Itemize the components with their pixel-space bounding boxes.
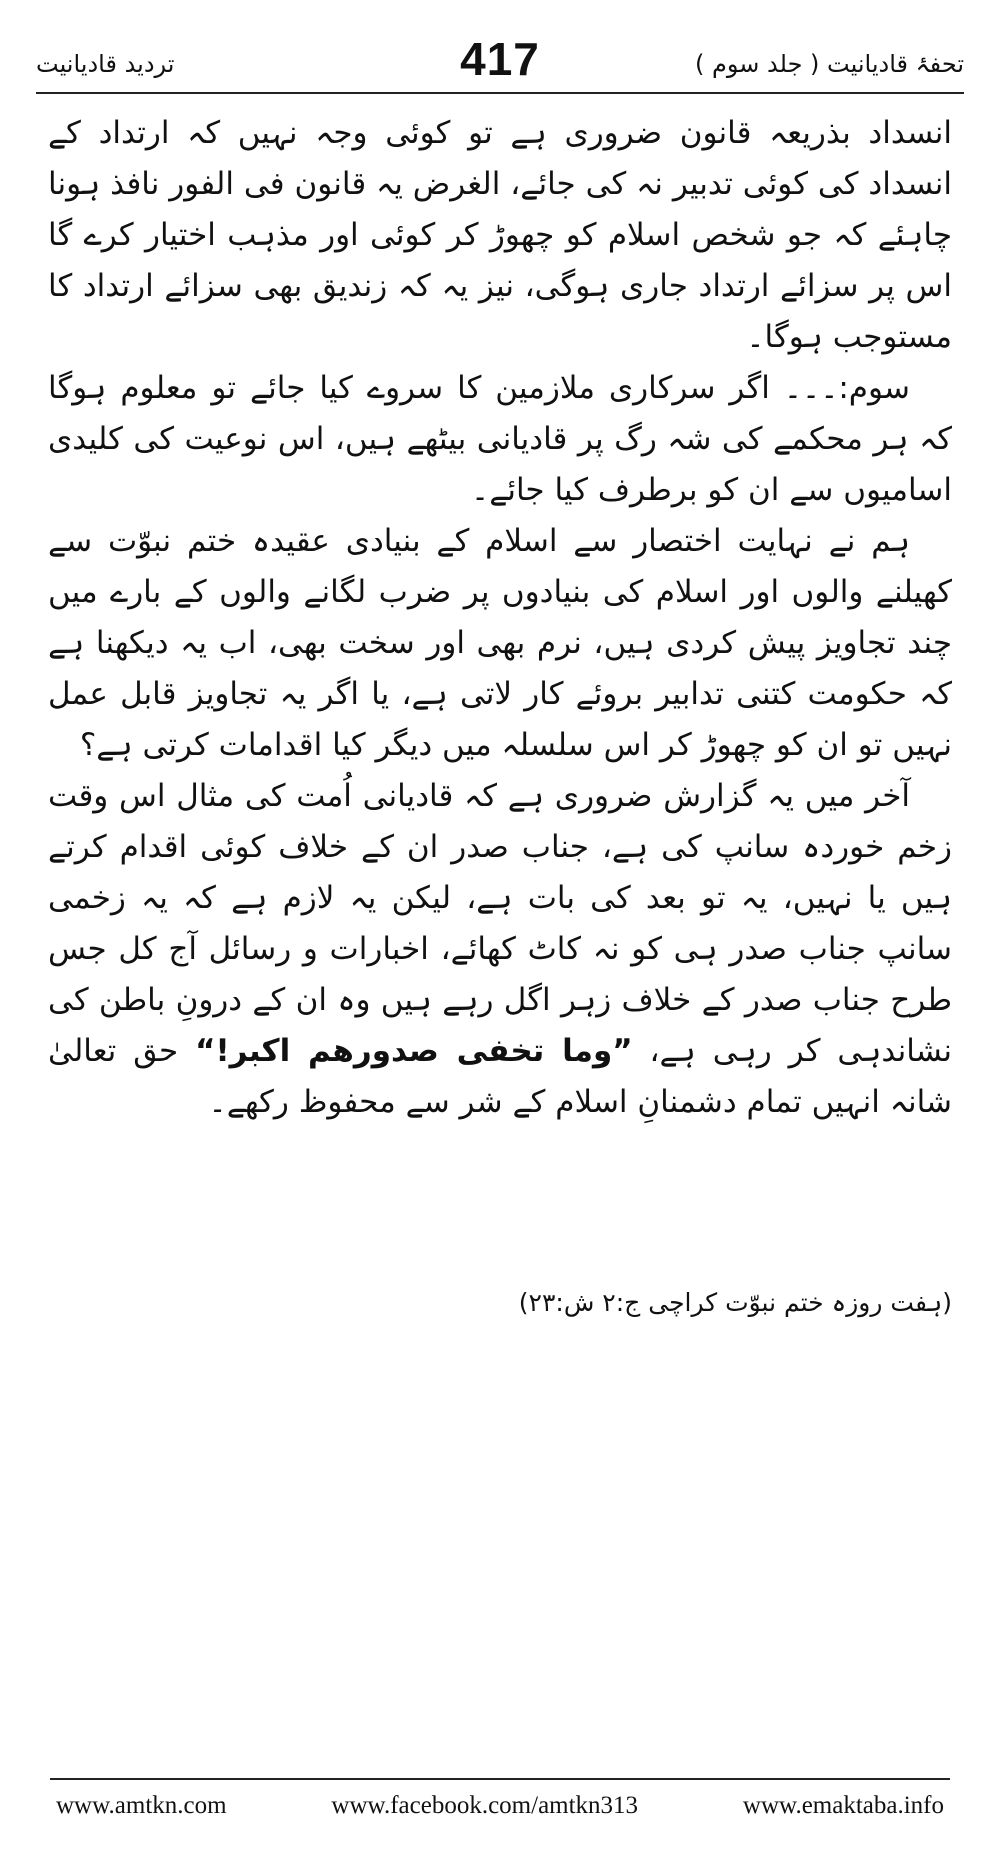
page-number: 417 xyxy=(460,33,540,85)
footer-link-facebook[interactable]: www.facebook.com/amtkn313 xyxy=(331,1792,639,1819)
book-title: تحفۂ قادیانیت ( جلد سوم ) xyxy=(695,50,964,78)
paragraph: سوم:۔۔۔ اگر سرکاری ملازمین کا سروے کیا جائے تو معلوم ہوگا کہ ہر محکمے کی شہ رگ پر قادیانی بیٹھے ہیں، اس نوعیت کی کلیدی اسامیوں سے ان کو برطرف کیا جائے۔ xyxy=(48,370,952,508)
source-citation: (ہفت روزہ ختم نبوّت کراچی ج:۲ ش:۲۳) xyxy=(518,1288,952,1317)
paragraph xyxy=(48,771,952,1128)
paragraph: ہم نے نہایت اختصار سے اسلام کے بنیادی عقیدہ ختم نبوّت سے کھیلنے والوں اور اسلام کی بنیادوں پر ضرب لگانے والوں کے بارے میں چند تجاویز پیش کردی ہیں، نرم بھی اور سخت بھی، اب یہ دیکھنا ہے کہ حکومت کتنی تدابیر بروئے کار لاتی ہے، یا اگر یہ تجاویز قابل عمل نہیں تو ان کو چھوڑ کر اس سلسلہ میں دیگر کیا اقدامات کرتی ہے؟ xyxy=(48,523,952,763)
footer-link-amtkn[interactable]: www.amtkn.com xyxy=(56,1792,227,1819)
article-body xyxy=(48,108,952,1128)
section-title: تردید قادیانیت xyxy=(36,50,175,78)
paragraph-text-after: حق تعالیٰ شانہ انہیں تمام دشمنانِ اسلام کے شر سے محفوظ رکھے۔ xyxy=(48,1033,952,1120)
page-header xyxy=(36,30,964,94)
paragraph: انسداد بذریعہ قانون ضروری ہے تو کوئی وجہ نہیں کہ ارتداد کے انسداد کی کوئی تدبیر نہ کی جائے، الغرض یہ قانون فی الفور نافذ ہونا چاہئے کہ جو شخص اسلام کو چھوڑ کر کوئی اور مذہب اختیار کرے گا اس پر سزائے ارتداد جاری ہوگی، نیز یہ کہ زندیق بھی سزائے ارتداد کا مستوجب ہوگا۔ xyxy=(48,115,952,355)
paragraph-text: آخر میں یہ گزارش ضروری ہے کہ قادیانی اُمت کی مثال اس وقت زخم خوردہ سانپ کی ہے، جناب صدر ان کے خلاف کوئی اقدام کرتے ہیں یا نہیں، یہ تو بعد کی بات ہے، لیکن یہ لازم ہے کہ یہ زخمی سانپ جناب صدر ہی کو نہ کاٹ کھائے، اخبارات و رسائل آج کل جس طرح جناب صدر کے خلاف زہر اگل رہے ہیں وہ ان کے درونِ باطن کی نشاندہی کر رہی ہے، xyxy=(48,778,952,1069)
quranic-quote: ”وما تخفی صدورھم اکبر!“ xyxy=(195,1033,633,1069)
footer-divider xyxy=(50,1778,950,1780)
page-footer xyxy=(56,1792,944,1820)
footer-link-emaktaba[interactable]: www.emaktaba.info xyxy=(742,1792,944,1819)
